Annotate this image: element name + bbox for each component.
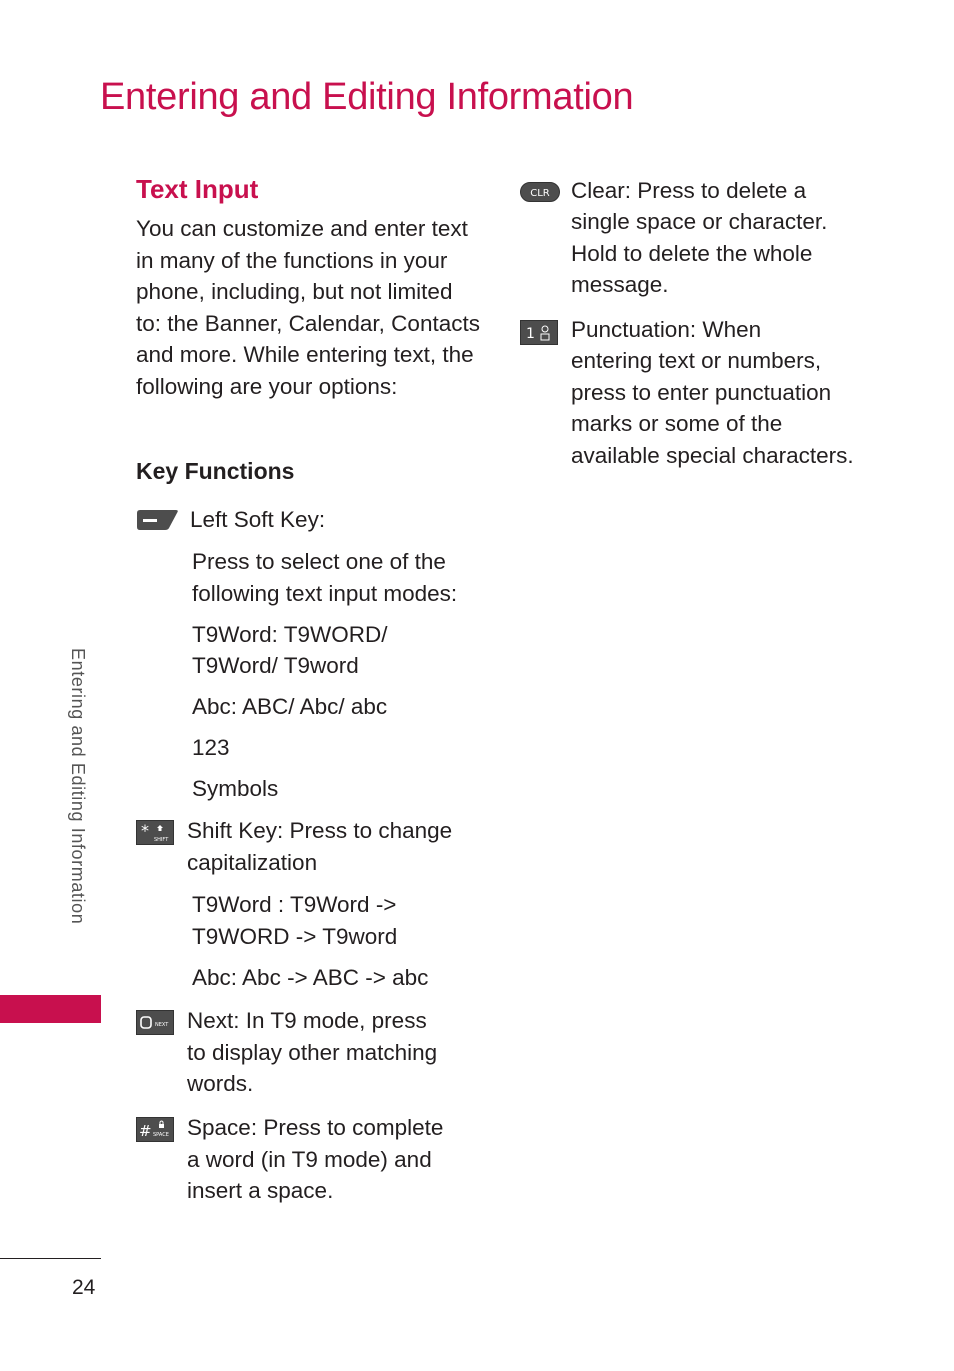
clear-key-desc-1: : Press to delete a	[624, 178, 807, 203]
space-key-desc-3: insert a space.	[187, 1178, 334, 1203]
left-soft-key-desc-2: following text input modes:	[192, 581, 458, 606]
section-title-text-input: Text Input	[136, 174, 259, 204]
page-number: 24	[72, 1276, 96, 1299]
left-soft-key-heading	[190, 504, 325, 536]
clear-key-desc-2: single space or character.	[571, 209, 828, 234]
clear-key-desc-4: message.	[571, 272, 669, 297]
shift-key-icon	[136, 820, 174, 845]
punctuation-key-desc-2: entering text or numbers,	[571, 348, 822, 373]
next-key-name: Next	[187, 1008, 234, 1033]
mode-t9word-line-2: T9Word/ T9word	[192, 653, 359, 678]
mode-123: 123	[192, 735, 230, 760]
punctuation-key-desc-5: available special characters.	[571, 443, 854, 468]
mode-t9word-line-1	[192, 619, 387, 651]
clear-key-desc-3: Hold to delete the whole	[571, 241, 813, 266]
page-title: Entering and Editing Information	[100, 76, 634, 118]
shift-abc	[192, 962, 428, 994]
clear-key-line-1	[571, 175, 806, 207]
shift-abc-name: Abc	[192, 965, 231, 990]
clear-icon-label: CLR	[530, 188, 550, 199]
space-key-desc-1: : Press to complete	[250, 1115, 444, 1140]
shift-key-desc-2: capitalization	[187, 850, 318, 875]
footer-rule	[0, 1258, 101, 1259]
punctuation-key-icon	[520, 320, 558, 345]
punctuation-key-desc-3: press to enter punctuation	[571, 380, 832, 405]
left-soft-key-icon	[136, 507, 180, 532]
next-key-desc-2: to display other matching	[187, 1040, 438, 1065]
mode-symbols: Symbols	[192, 776, 279, 801]
shift-abc-value: : Abc -> ABC -> abc	[230, 965, 429, 990]
clear-key-name: Clear	[571, 178, 625, 203]
shift-t9word-line-2: T9WORD -> T9word	[192, 924, 398, 949]
next-key-desc-3: words.	[187, 1071, 254, 1096]
text-input-intro: You can customize and enter text in many of the functions in your phone, including, but not limited to: the Banner, Calendar, Contacts and more. While entering text, the following are your options:	[136, 216, 480, 399]
next-key-desc-1: : In T9 mode, press	[233, 1008, 427, 1033]
side-tab	[61, 648, 101, 988]
shift-key-line-1	[187, 815, 452, 847]
space-key-desc-2: a word (in T9 mode) and	[187, 1147, 432, 1172]
shift-key-desc-1: : Press to change	[277, 818, 453, 843]
svg-text:*: *	[141, 821, 149, 840]
space-key-icon	[136, 1117, 174, 1142]
punctuation-key-line-1	[571, 314, 761, 346]
punctuation-key-name: Punctuation	[571, 317, 690, 342]
shift-key-name: Shift Key	[187, 818, 278, 843]
next-icon-label: NEXT	[155, 1022, 169, 1028]
mode-t9word-value: : T9WORD/	[271, 622, 388, 647]
side-tab-label: Entering and Editing Information	[68, 648, 88, 925]
mode-abc	[192, 691, 387, 723]
next-key-icon	[136, 1010, 174, 1035]
mode-abc-value: : ABC/ Abc/ abc	[230, 694, 388, 719]
shift-t9word-name: T9Word	[192, 892, 272, 917]
left-soft-key-name: Left Soft Key	[190, 507, 319, 532]
key-functions-title: Key Functions	[136, 458, 295, 484]
space-key-line-1	[187, 1112, 443, 1144]
clear-key-icon	[520, 182, 560, 202]
svg-text:#: #	[139, 1122, 152, 1140]
side-tab-bar	[0, 995, 101, 1023]
punctuation-icon-label: 1	[526, 326, 535, 342]
next-key-line-1	[187, 1005, 427, 1037]
mode-t9word-name: T9Word	[192, 622, 272, 647]
space-key-name: Space	[187, 1115, 251, 1140]
shift-t9word-line-1	[192, 889, 396, 921]
punctuation-key-desc-4: marks or some of the	[571, 411, 783, 436]
punctuation-key-desc-1: : When	[689, 317, 762, 342]
space-icon-label: SPACE	[153, 1132, 169, 1138]
shift-t9word-value: : T9Word ->	[271, 892, 397, 917]
left-soft-key-sep: :	[318, 507, 326, 532]
left-soft-key-desc-1: Press to select one of the	[192, 549, 446, 574]
mode-abc-name: Abc	[192, 694, 231, 719]
shift-icon-label: SHIFT	[154, 837, 169, 843]
